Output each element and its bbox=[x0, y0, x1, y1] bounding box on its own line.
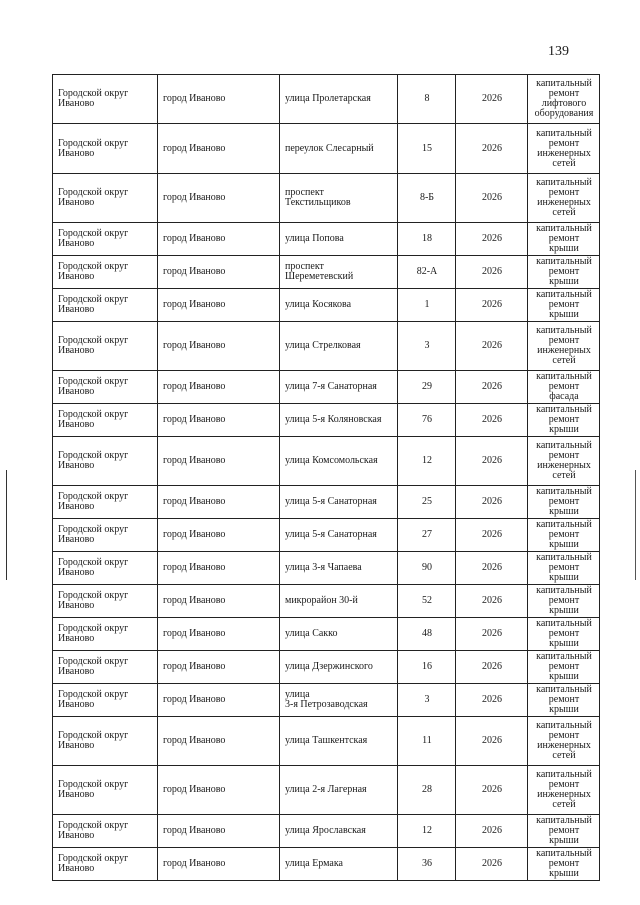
municipality-cell: Городской округ Иваново bbox=[53, 289, 158, 322]
city-cell: город Иваново bbox=[158, 519, 280, 552]
house-number-cell: 3 bbox=[398, 684, 456, 717]
work-type-cell: капитальный ремонт крыши bbox=[528, 223, 600, 256]
table-row bbox=[53, 486, 600, 519]
work-type-cell: капитальный ремонт лифтового оборудования bbox=[528, 75, 600, 124]
scan-artifact-line bbox=[6, 470, 7, 580]
house-number-cell: 1 bbox=[398, 289, 456, 322]
street-cell: улица 7-я Санаторная bbox=[280, 371, 398, 404]
house-number-cell: 29 bbox=[398, 371, 456, 404]
table-row bbox=[53, 371, 600, 404]
street-cell: улица Ермака bbox=[280, 848, 398, 881]
street-cell: улица Комсомольская bbox=[280, 437, 398, 486]
house-number-cell: 8-Б bbox=[398, 174, 456, 223]
year-cell: 2026 bbox=[456, 519, 528, 552]
year-cell: 2026 bbox=[456, 371, 528, 404]
page-number: 139 bbox=[548, 44, 569, 59]
city-cell: город Иваново bbox=[158, 174, 280, 223]
city-cell: город Иваново bbox=[158, 684, 280, 717]
table-row bbox=[53, 848, 600, 881]
table-row bbox=[53, 75, 600, 124]
city-cell: город Иваново bbox=[158, 848, 280, 881]
table-row bbox=[53, 437, 600, 486]
street-cell: улица 5-я Санаторная bbox=[280, 486, 398, 519]
work-type-cell: капитальный ремонт инженерных сетей bbox=[528, 717, 600, 766]
scan-artifact-line bbox=[635, 470, 636, 580]
house-number-cell: 18 bbox=[398, 223, 456, 256]
street-cell: улица Стрелковая bbox=[280, 322, 398, 371]
house-number-cell: 8 bbox=[398, 75, 456, 124]
table-row bbox=[53, 322, 600, 371]
table-row bbox=[53, 256, 600, 289]
table-row bbox=[53, 124, 600, 174]
work-type-cell: капитальный ремонт инженерных сетей bbox=[528, 124, 600, 174]
table-row bbox=[53, 585, 600, 618]
municipality-cell: Городской округ Иваново bbox=[53, 552, 158, 585]
street-cell: проспект Шереметевский bbox=[280, 256, 398, 289]
street-cell: улица Пролетарская bbox=[280, 75, 398, 124]
year-cell: 2026 bbox=[456, 75, 528, 124]
street-cell: улица Сакко bbox=[280, 618, 398, 651]
year-cell: 2026 bbox=[456, 322, 528, 371]
municipality-cell: Городской округ Иваново bbox=[53, 75, 158, 124]
municipality-cell: Городской округ Иваново bbox=[53, 322, 158, 371]
city-cell: город Иваново bbox=[158, 815, 280, 848]
year-cell: 2026 bbox=[456, 815, 528, 848]
city-cell: город Иваново bbox=[158, 552, 280, 585]
work-type-cell: капитальный ремонт инженерных сетей bbox=[528, 437, 600, 486]
year-cell: 2026 bbox=[456, 404, 528, 437]
city-cell: город Иваново bbox=[158, 717, 280, 766]
city-cell: город Иваново bbox=[158, 322, 280, 371]
house-number-cell: 25 bbox=[398, 486, 456, 519]
table-row bbox=[53, 618, 600, 651]
repair-schedule-table bbox=[52, 74, 600, 881]
table-row bbox=[53, 717, 600, 766]
year-cell: 2026 bbox=[456, 618, 528, 651]
house-number-cell: 82-А bbox=[398, 256, 456, 289]
work-type-cell: капитальный ремонт крыши bbox=[528, 519, 600, 552]
house-number-cell: 90 bbox=[398, 552, 456, 585]
house-number-cell: 27 bbox=[398, 519, 456, 552]
street-cell: улица Попова bbox=[280, 223, 398, 256]
work-type-cell: капитальный ремонт крыши bbox=[528, 618, 600, 651]
municipality-cell: Городской округ Иваново bbox=[53, 618, 158, 651]
house-number-cell: 11 bbox=[398, 717, 456, 766]
house-number-cell: 76 bbox=[398, 404, 456, 437]
year-cell: 2026 bbox=[456, 651, 528, 684]
city-cell: город Иваново bbox=[158, 75, 280, 124]
house-number-cell: 36 bbox=[398, 848, 456, 881]
table-body bbox=[53, 75, 600, 881]
city-cell: город Иваново bbox=[158, 486, 280, 519]
work-type-cell: капитальный ремонт инженерных сетей bbox=[528, 766, 600, 815]
street-cell: микрорайон 30-й bbox=[280, 585, 398, 618]
year-cell: 2026 bbox=[456, 289, 528, 322]
street-cell: улица Дзержинского bbox=[280, 651, 398, 684]
city-cell: город Иваново bbox=[158, 437, 280, 486]
city-cell: город Иваново bbox=[158, 256, 280, 289]
municipality-cell: Городской округ Иваново bbox=[53, 486, 158, 519]
work-type-cell: капитальный ремонт фасада bbox=[528, 371, 600, 404]
work-type-cell: капитальный ремонт инженерных сетей bbox=[528, 174, 600, 223]
work-type-cell: капитальный ремонт крыши bbox=[528, 552, 600, 585]
work-type-cell: капитальный ремонт крыши bbox=[528, 404, 600, 437]
work-type-cell: капитальный ремонт крыши bbox=[528, 486, 600, 519]
year-cell: 2026 bbox=[456, 717, 528, 766]
city-cell: город Иваново bbox=[158, 766, 280, 815]
municipality-cell: Городской округ Иваново bbox=[53, 371, 158, 404]
work-type-cell: капитальный ремонт крыши bbox=[528, 256, 600, 289]
table-row bbox=[53, 404, 600, 437]
municipality-cell: Городской округ Иваново bbox=[53, 124, 158, 174]
year-cell: 2026 bbox=[456, 437, 528, 486]
year-cell: 2026 bbox=[456, 223, 528, 256]
street-cell: улица 5-я Коляновская bbox=[280, 404, 398, 437]
city-cell: город Иваново bbox=[158, 585, 280, 618]
street-cell: улица 3-я Петрозаводская bbox=[280, 684, 398, 717]
table-row bbox=[53, 766, 600, 815]
house-number-cell: 12 bbox=[398, 437, 456, 486]
work-type-cell: капитальный ремонт крыши bbox=[528, 848, 600, 881]
table-row bbox=[53, 651, 600, 684]
table-row bbox=[53, 223, 600, 256]
work-type-cell: капитальный ремонт крыши bbox=[528, 585, 600, 618]
table-row bbox=[53, 174, 600, 223]
house-number-cell: 48 bbox=[398, 618, 456, 651]
municipality-cell: Городской округ Иваново bbox=[53, 223, 158, 256]
year-cell: 2026 bbox=[456, 684, 528, 717]
table-row bbox=[53, 684, 600, 717]
municipality-cell: Городской округ Иваново bbox=[53, 848, 158, 881]
year-cell: 2026 bbox=[456, 124, 528, 174]
work-type-cell: капитальный ремонт крыши bbox=[528, 815, 600, 848]
year-cell: 2026 bbox=[456, 766, 528, 815]
street-cell: улица 3-я Чапаева bbox=[280, 552, 398, 585]
street-cell: улица Ярославская bbox=[280, 815, 398, 848]
street-cell: улица Ташкентская bbox=[280, 717, 398, 766]
municipality-cell: Городской округ Иваново bbox=[53, 437, 158, 486]
table-row bbox=[53, 815, 600, 848]
street-cell: улица Косякова bbox=[280, 289, 398, 322]
city-cell: город Иваново bbox=[158, 404, 280, 437]
table-row bbox=[53, 552, 600, 585]
house-number-cell: 12 bbox=[398, 815, 456, 848]
year-cell: 2026 bbox=[456, 486, 528, 519]
city-cell: город Иваново bbox=[158, 124, 280, 174]
street-cell: улица 5-я Санаторная bbox=[280, 519, 398, 552]
work-type-cell: капитальный ремонт крыши bbox=[528, 684, 600, 717]
street-cell: переулок Слесарный bbox=[280, 124, 398, 174]
street-cell: проспект Текстильщиков bbox=[280, 174, 398, 223]
year-cell: 2026 bbox=[456, 585, 528, 618]
year-cell: 2026 bbox=[456, 256, 528, 289]
house-number-cell: 16 bbox=[398, 651, 456, 684]
city-cell: город Иваново bbox=[158, 618, 280, 651]
house-number-cell: 28 bbox=[398, 766, 456, 815]
house-number-cell: 52 bbox=[398, 585, 456, 618]
municipality-cell: Городской округ Иваново bbox=[53, 174, 158, 223]
work-type-cell: капитальный ремонт крыши bbox=[528, 289, 600, 322]
work-type-cell: капитальный ремонт крыши bbox=[528, 651, 600, 684]
municipality-cell: Городской округ Иваново bbox=[53, 651, 158, 684]
municipality-cell: Городской округ Иваново bbox=[53, 766, 158, 815]
house-number-cell: 3 bbox=[398, 322, 456, 371]
municipality-cell: Городской округ Иваново bbox=[53, 684, 158, 717]
city-cell: город Иваново bbox=[158, 371, 280, 404]
house-number-cell: 15 bbox=[398, 124, 456, 174]
street-cell: улица 2-я Лагерная bbox=[280, 766, 398, 815]
work-type-cell: капитальный ремонт инженерных сетей bbox=[528, 322, 600, 371]
municipality-cell: Городской округ Иваново bbox=[53, 585, 158, 618]
municipality-cell: Городской округ Иваново bbox=[53, 717, 158, 766]
municipality-cell: Городской округ Иваново bbox=[53, 815, 158, 848]
city-cell: город Иваново bbox=[158, 651, 280, 684]
year-cell: 2026 bbox=[456, 552, 528, 585]
table-row bbox=[53, 289, 600, 322]
year-cell: 2026 bbox=[456, 174, 528, 223]
city-cell: город Иваново bbox=[158, 223, 280, 256]
city-cell: город Иваново bbox=[158, 289, 280, 322]
table-row bbox=[53, 519, 600, 552]
municipality-cell: Городской округ Иваново bbox=[53, 519, 158, 552]
municipality-cell: Городской округ Иваново bbox=[53, 404, 158, 437]
year-cell: 2026 bbox=[456, 848, 528, 881]
municipality-cell: Городской округ Иваново bbox=[53, 256, 158, 289]
